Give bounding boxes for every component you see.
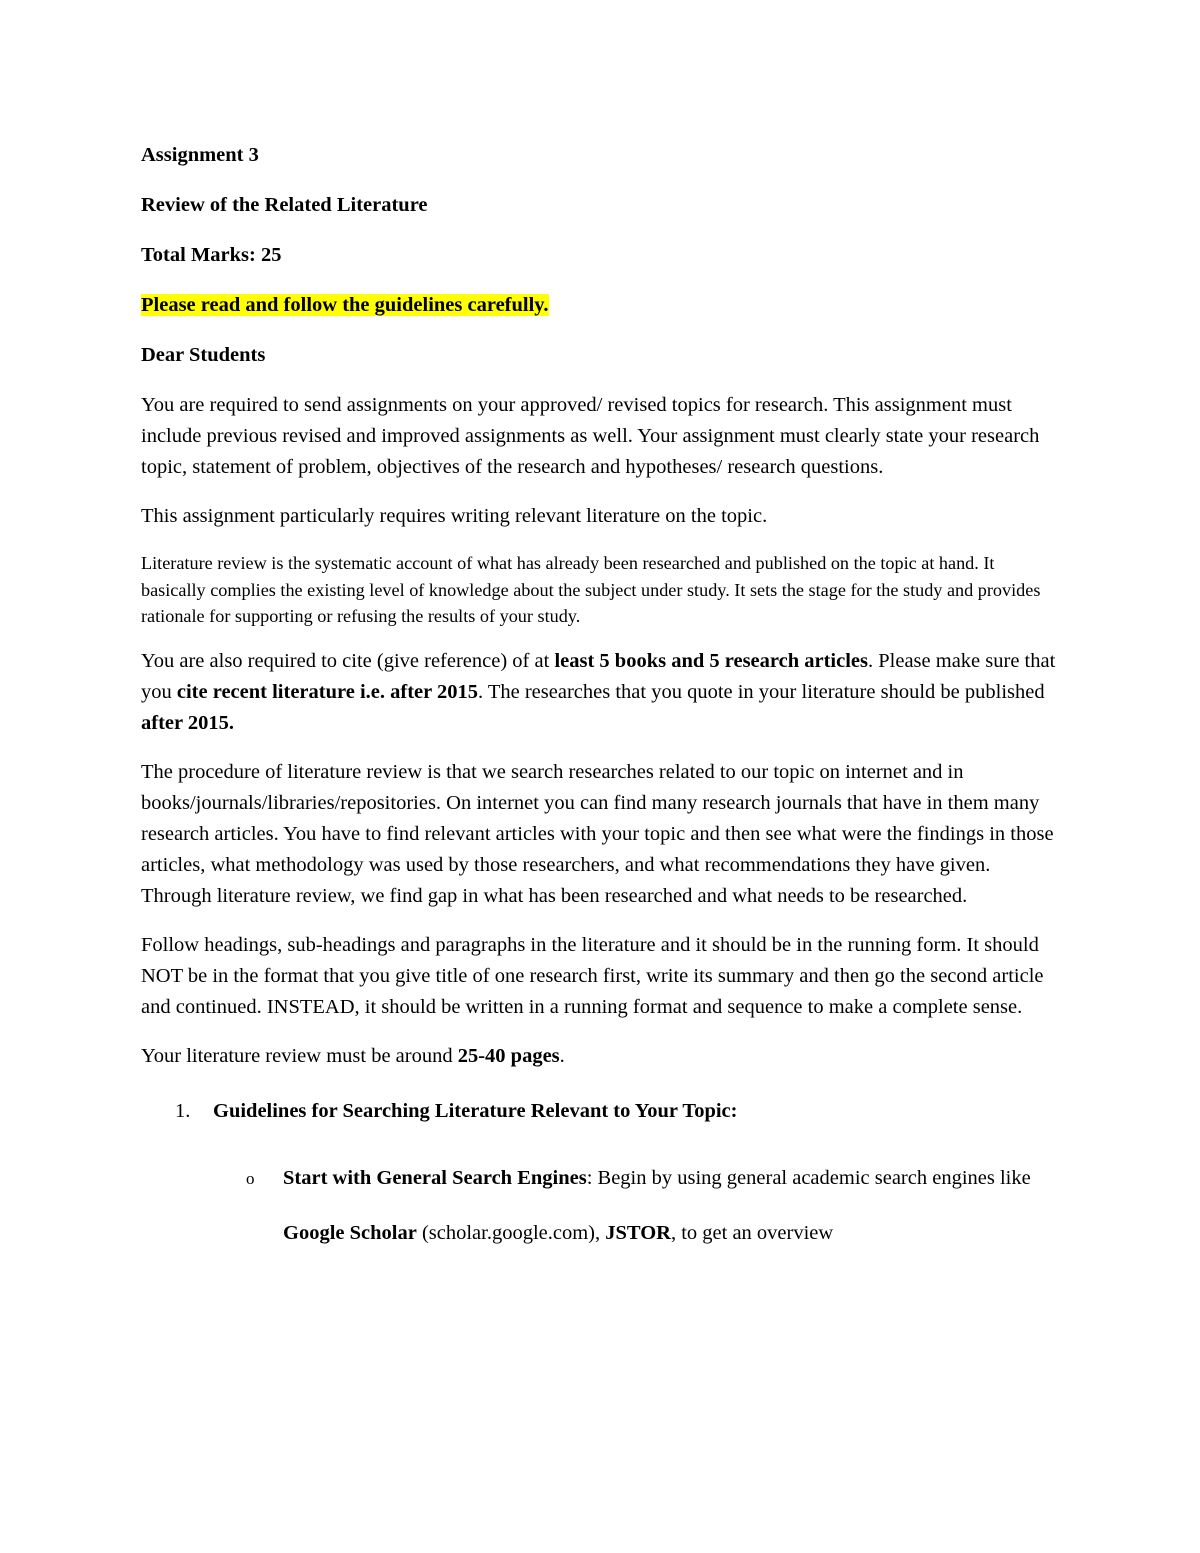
- bold-run: cite recent literature i.e. after 2015: [176, 680, 478, 703]
- paragraph-citation-requirement: [141, 646, 1061, 739]
- text-run: . Please make sure that you: [141, 649, 1056, 703]
- text-run: You are also required to cite (give reference) of at: [141, 649, 555, 672]
- paragraph-format: Follow headings, sub-headings and paragraphs in the literature and it should be in the running form. It should NOT be in the format that you give title of one research first, write its summary and then go the second article and continued. INSTEAD, it should be written in a running format and sequence to make a complete sense.: [141, 933, 1044, 1018]
- text-run: . The researches that you quote in your literature should be published: [477, 680, 1045, 703]
- document-body: [141, 140, 1061, 1261]
- bold-run: JSTOR: [605, 1221, 671, 1244]
- assignment-subtitle: Review of the Related Literature: [141, 194, 428, 216]
- bold-run: least 5 books and 5 research articles: [554, 649, 868, 672]
- assignment-title: Assignment 3: [141, 144, 259, 166]
- bold-run: after 2015.: [141, 711, 234, 734]
- guideline-notice: [141, 290, 1061, 321]
- paragraph-literature-definition: Literature review is the systematic account of what has already been researched and published on the topic at hand. It basically complies the existing level of knowledge about the subject under study. It sets the stage for the study and provides rationale for supporting or refusing the results of your study.: [141, 553, 1041, 626]
- paragraph-requirements: You are required to send assignments on your approved/ revised topics for research. This assignment must include previous revised and improved assignments as well. Your assignment must clearly state your research topic, statement of problem, objectives of the research and hypotheses/ research questions.: [141, 394, 1040, 478]
- paragraph-literature-requirement: This assignment particularly requires writing relevant literature on the topic.: [141, 505, 768, 527]
- bold-run: Google Scholar: [283, 1221, 417, 1244]
- text-run: : Begin by using general academic search engines like: [586, 1166, 1031, 1189]
- paragraph-length: [141, 1041, 1061, 1072]
- text-run: , to get an overview: [670, 1221, 834, 1244]
- highlighted-text: Please read and follow the guidelines carefully.: [141, 294, 549, 316]
- text-run: (scholar.google.com),: [416, 1221, 606, 1244]
- salutation: Dear Students: [141, 344, 266, 366]
- text-run: .: [559, 1044, 565, 1067]
- bold-run: Start with General Search Engines: [283, 1166, 587, 1189]
- text-run: Your literature review must be around: [141, 1044, 458, 1067]
- bullet-icon: o: [246, 1168, 255, 1188]
- bold-run: 25-40 pages: [457, 1044, 560, 1067]
- list-number: 1.: [175, 1099, 191, 1122]
- list-heading: Guidelines for Searching Literature Relevant to Your Topic:: [213, 1099, 738, 1122]
- paragraph-procedure: The procedure of literature review is that we search researches related to our topic on internet and in books/journals/libraries/repositories. On internet you can find many research journals that have in them many research articles. You have to find relevant articles with your topic and then see what were the findings in those articles, what methodology was used by those researchers, and what recommendations they have given. Through literature review, we find gap in what has been researched and what needs to be researched.: [141, 760, 1054, 907]
- total-marks: Total Marks: 25: [141, 244, 282, 266]
- list-item-guidelines: [141, 1096, 1061, 1127]
- sub-list-item: [141, 1151, 1061, 1261]
